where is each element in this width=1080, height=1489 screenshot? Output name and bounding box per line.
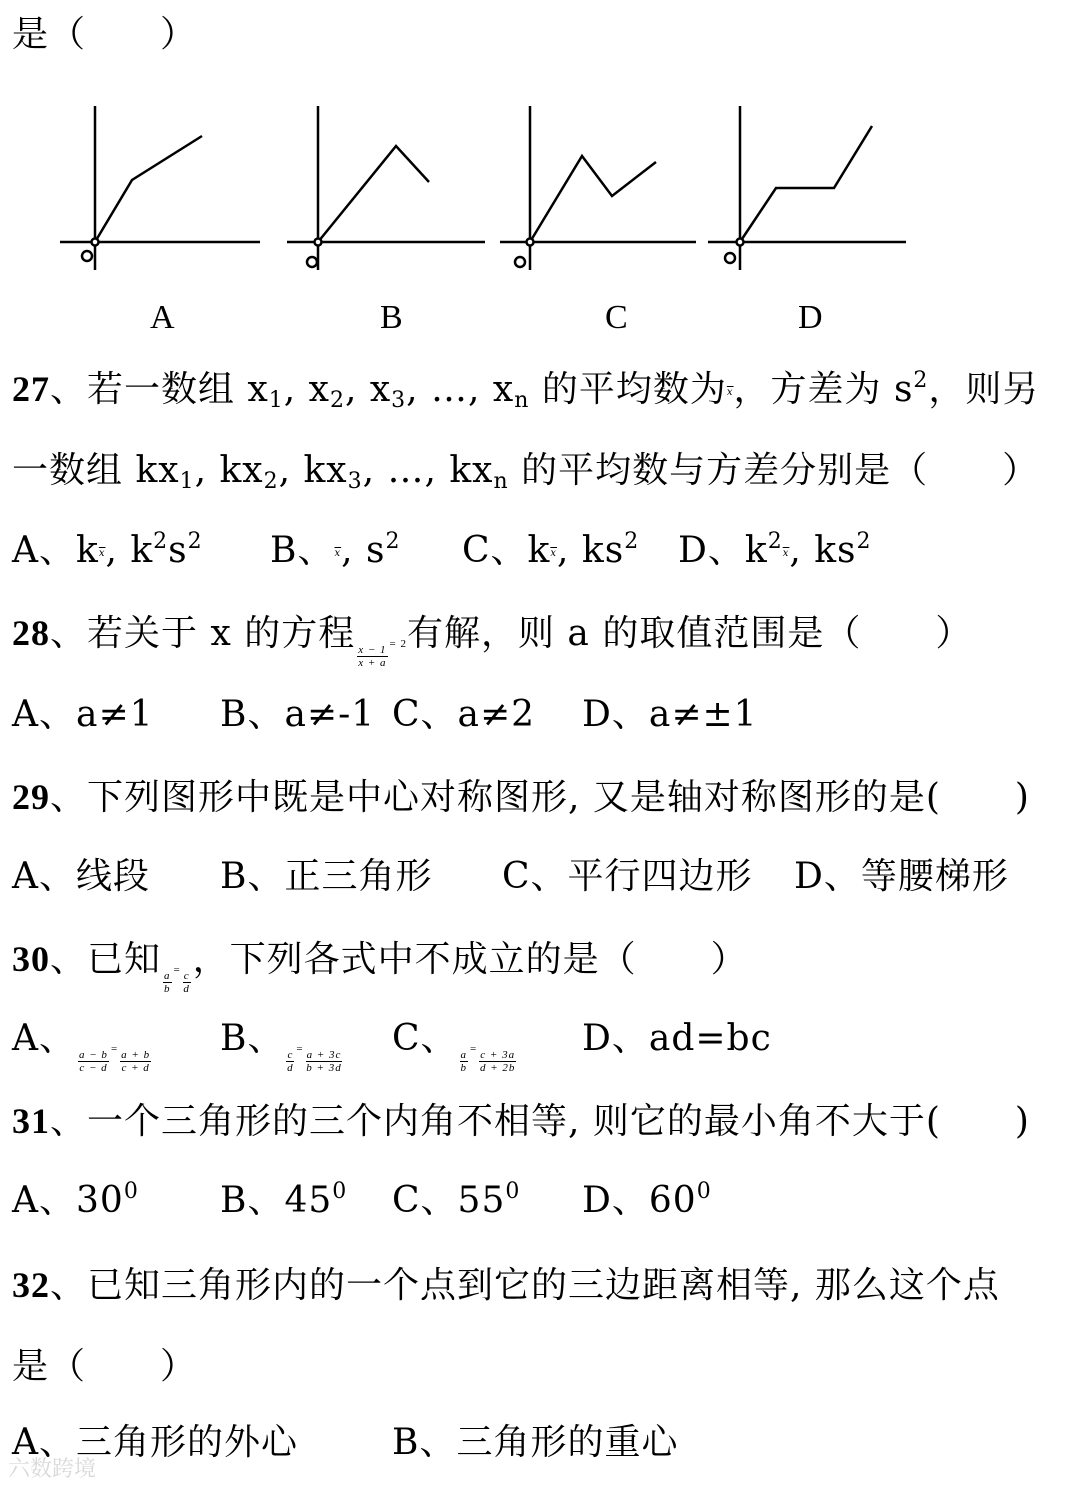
q31-text: 、一个三角形的三个内角不相等, 则它的最小角不大于( ) <box>50 1101 1030 1142</box>
q32-options <box>12 1420 678 1466</box>
q30-given-left: $\frac{a}{b}$ <box>164 970 171 995</box>
q30-text: 、已知 <box>50 939 162 980</box>
q27-text: 、若一数组 x <box>50 369 269 410</box>
q29-option-a: A、线段 <box>12 856 150 897</box>
q32-number: 32 <box>12 1265 50 1305</box>
q28-rhs: = 2 <box>389 638 407 650</box>
q31-option-a: A、$30^0$ <box>12 1179 139 1221</box>
q27-option-a: A、$k\overline{x}$, $k^2s^2$ <box>12 529 203 571</box>
q26-tail: 是（ ） <box>12 14 198 55</box>
subscript: 1 <box>179 469 195 494</box>
subscript: n <box>514 388 530 413</box>
subscript: 2 <box>329 388 345 413</box>
q31-option-c: C、$55^0$ <box>392 1179 521 1221</box>
q28-option-a: A、a≠1 <box>12 694 154 735</box>
q29-number: 29 <box>12 777 50 817</box>
q28-option-c: C、a≠2 <box>392 694 536 735</box>
q32-question-line2: 是（ ） <box>12 1346 198 1387</box>
graph-d <box>708 106 906 270</box>
q27-option-d: D、$k^2\overline{x}$, $ks^2$ <box>678 529 872 571</box>
q32-question-line1 <box>12 1262 1000 1309</box>
q28-option-d: D、a≠±1 <box>582 694 758 735</box>
subscript: 3 <box>347 469 363 494</box>
subscript: n <box>493 469 509 494</box>
subscript: 3 <box>391 388 407 413</box>
graph-a <box>60 106 260 270</box>
graph-label-c: C <box>605 299 628 336</box>
q27-text: 的平均数为 <box>529 369 727 410</box>
q27-line2 <box>12 448 1039 494</box>
q26-graphs <box>60 98 920 348</box>
q31-question <box>12 1098 1030 1145</box>
equals-sign: = <box>173 964 181 976</box>
q29-option-d: D、等腰梯形 <box>794 856 1009 897</box>
q31-number: 31 <box>12 1101 50 1141</box>
q27-text: , …, kx <box>362 450 494 491</box>
q27-line1 <box>12 366 1039 413</box>
q27-text: 的平均数与方差分别是（ ） <box>508 450 1040 491</box>
q28-question <box>12 610 972 669</box>
graph-b <box>287 106 485 270</box>
q30-question <box>12 936 748 995</box>
q28-options <box>12 692 758 738</box>
q30-given-right: $\frac{c}{d}$ <box>183 970 190 995</box>
graph-label-a: A <box>150 299 175 336</box>
q27-text: , kx <box>278 450 348 491</box>
q32-text: 、已知三角形内的一个点到它的三边距离相等, 那么这个点 <box>50 1265 1000 1306</box>
subscript: 2 <box>263 469 279 494</box>
q28-option-b: B、a≠-1 <box>220 694 376 735</box>
graph-label-b: B <box>380 299 403 336</box>
q29-option-c: C、平行四边形 <box>502 856 753 897</box>
q31-option-d: D、$60^0$ <box>582 1179 712 1221</box>
q30-option-d: D、ad=bc <box>582 1018 772 1059</box>
q29-question <box>12 774 1030 821</box>
subscript: 1 <box>268 388 284 413</box>
q30-option-c: C、 $\frac{a}{b}$ = $\frac{c + 3a}{d + 2b}$ <box>392 1018 516 1074</box>
q27-options <box>12 528 872 574</box>
watermark: 六数跨境 <box>8 1457 97 1482</box>
q27-text: , x <box>283 369 330 410</box>
q30-number: 30 <box>12 939 50 979</box>
q27-text: , kx <box>194 450 264 491</box>
q27-text: ，方差为 s <box>733 369 914 410</box>
q29-options <box>12 854 1009 900</box>
q32-option-a: A、三角形的外心 <box>12 1422 298 1463</box>
q28-number: 28 <box>12 613 50 653</box>
q28-text: 有解，则 a 的取值范围是（ ） <box>406 613 973 654</box>
graph-label-d: D <box>798 299 823 336</box>
q27-text: 一数组 kx <box>12 450 180 491</box>
q30-option-a: A、 $\frac{a - b}{c - d}$ = $\frac{a + b}{c + d}$ <box>12 1018 151 1074</box>
q28-text: 、若关于 x 的方程 <box>50 613 356 654</box>
q28-fraction: $\frac{x - 1}{x + a}$ <box>358 644 387 669</box>
q31-options <box>12 1178 712 1224</box>
q29-text: 、下列图形中既是中心对称图形, 又是轴对称图形的是( ) <box>50 777 1030 818</box>
q30-option-b: B、 $\frac{c}{d}$ = $\frac{a + 3c}{b + 3d}$ <box>220 1018 342 1074</box>
q27-option-b: B、$\overline{x}$, $s^2$ <box>270 529 401 571</box>
q27-option-c: C、$k\overline{x}$, $ks^2$ <box>462 529 640 571</box>
q27-text: ，则另 <box>928 369 1040 410</box>
q27-text: , …, x <box>406 369 515 410</box>
q30-options <box>12 1016 772 1074</box>
graph-c <box>500 106 696 270</box>
mean-symbol: $\overline{x}$ <box>726 387 734 398</box>
q27-text: , x <box>344 369 392 410</box>
q31-option-b: B、$45^0$ <box>220 1179 348 1221</box>
superscript: 2 <box>913 368 929 393</box>
q32-option-b: B、三角形的重心 <box>392 1422 679 1463</box>
q27-number: 27 <box>12 369 50 409</box>
q30-text: ，下列各式中不成立的是（ ） <box>192 939 748 980</box>
q29-option-b: B、正三角形 <box>220 856 433 897</box>
